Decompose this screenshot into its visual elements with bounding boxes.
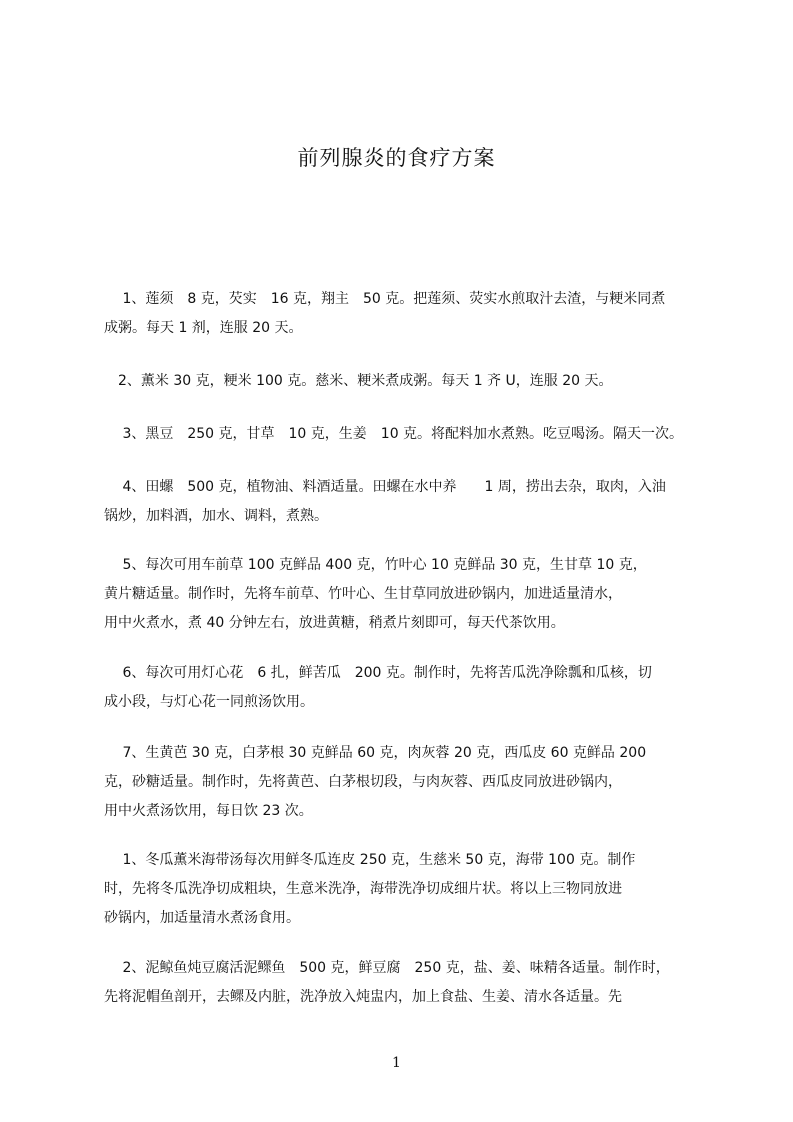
- paragraph-line: 先将泥帽鱼剖开，去鳏及内脏，洗净放入炖盅内，加上食盐、生姜、清水各适量。先: [104, 989, 622, 1005]
- paragraph-line: 用中火煮水，煮 40 分钟左右，放进黄糖，稍煮片刻即可，每天代茶饮用。: [104, 615, 565, 631]
- paragraph-line: 2、泥鲸鱼炖豆腐活泥鳏鱼 500 克，鲜豆腐 250 克，盐、姜、味精各适量。制作时，: [104, 960, 670, 976]
- paragraph-8: [104, 846, 716, 933]
- paragraph-line: 6、每次可用灯心花 6 扎，鲜苦瓜 200 克。制作时，先将苦瓜洗净除瓢和瓜核，切: [104, 665, 652, 681]
- page-number: 1: [392, 1055, 401, 1071]
- paragraph-line: 1、冬瓜薫米海带汤每次用鲜冬瓜连皮 250 克，生慈米 50 克，海带 100 克。制作: [104, 852, 636, 868]
- paragraph-line: 7、生黄芭 30 克，白茅根 30 克鲜品 60 克，肉灰蓉 20 克，西瓜皮 60 克鲜品 200: [104, 745, 647, 761]
- paragraph-line: 4、田螺 500 克，植物油、料酒适量。田螺在水中养 1 周，捞出去杂，取肉，入油: [104, 479, 666, 495]
- paragraph-line: 用中火煮汤饮用，每日饮 23 次。: [104, 803, 313, 819]
- paragraph-line: 5、每次可用车前草 100 克鲜品 400 克，竹叶心 10 克鲜品 30 克，生甘草 10 克，: [104, 557, 647, 573]
- paragraph-line: 黄片糖适量。制作时，先将车前草、竹叶心、生甘草同放进砂锅内，加进适量清水，: [104, 586, 622, 602]
- paragraph-line: 成粥。每天 1 剂，连服 20 天。: [104, 320, 303, 336]
- paragraph-7: [104, 739, 716, 826]
- paragraph-6: [104, 659, 716, 717]
- paragraph-line: 3、黑豆 250 克，甘草 10 克，生姜 10 克。将配料加水煮熟。吃豆喝汤。隔天一次。: [104, 426, 684, 442]
- paragraph-line: 砂锅内，加适量清水煮汤食用。: [104, 910, 300, 926]
- paragraph-line: 1、莲须 8 克，芡实 16 克，翔主 50 克。把莲须、荧实水煎取汁去渣，与粳米同煮: [104, 291, 666, 307]
- paragraph-5: [104, 551, 716, 638]
- paragraph-line: 2、薫米 30 克，粳米 100 克。慈米、粳米煮成粥。每天 1 齐 U，连服 20 天。: [104, 373, 613, 389]
- paragraph-4: [104, 473, 716, 531]
- paragraph-3: [104, 420, 716, 449]
- paragraph-1: [104, 285, 716, 343]
- paragraph-2: [104, 367, 716, 396]
- paragraph-line: 成小段，与灯心花一同煎汤饮用。: [104, 694, 314, 710]
- paragraph-line: 时，先将冬瓜洗净切成粗块，生意米洗净，海带洗净切成细片状。将以上三物同放进: [104, 881, 622, 897]
- paragraph-9: [104, 954, 716, 1012]
- paragraph-line: 锅炒，加料酒，加水、调料，煮熟。: [104, 508, 328, 524]
- paragraph-line: 克，砂糖适量。制作时，先将黄芭、白茅根切段，与肉灰蓉、西瓜皮同放进砂锅内，: [104, 774, 622, 790]
- page-title: 前列腺炎的食疗方案: [297, 146, 496, 170]
